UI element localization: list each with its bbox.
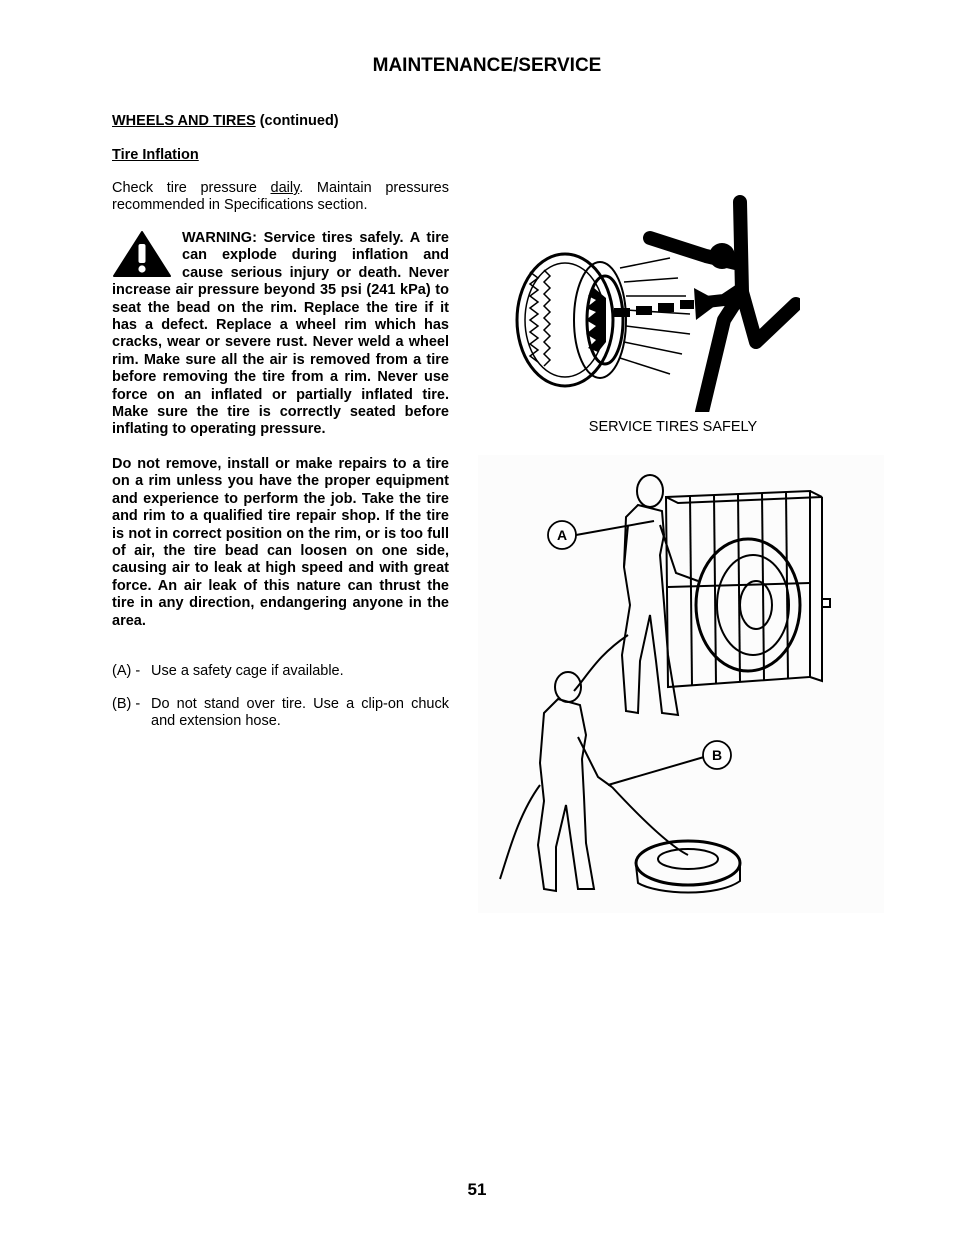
page-title: MAINTENANCE/SERVICE [372, 55, 602, 76]
intro-underlined: daily [270, 180, 300, 196]
section-heading-text: WHEELS AND TIRES [112, 113, 256, 129]
list-item-text: Do not stand over tire. Use a clip-on chuck and extension hose. [151, 696, 449, 730]
service-paragraph: Do not remove, install or make repairs to a tire on a rim unless you have the proper equipment and experience to perform the job. Take the tire and rim to a qualified tire repair shop. If the tire is not in correct position on the rim, or is too full of air, the tire bead can loosen on one side, causing air to leak at high speed and with great force. An air leak of this nature can thrust the tire in any direction, endangering anyone in the area. [112, 456, 449, 629]
list-item-label: (A) - [112, 663, 141, 679]
figure-caption: SERVICE TIRES SAFELY [588, 419, 758, 435]
callout-a-label: A [556, 527, 568, 543]
safety-cage-illustration [478, 455, 884, 913]
list-item-label: (B) - [112, 696, 141, 712]
warning-block [112, 230, 449, 439]
intro-paragraph [112, 180, 449, 215]
list-item [112, 696, 449, 731]
warning-text: WARNING: Service tires safely. A tire can explode during inflation and cause serious injury or death. Never increase air pressure beyond 35 psi (241 kPa) to seat the bead on the rim. Replace the tire if it has a defect. Replace a wheel rim which has cracks, wear or severe rust. Never weld a wheel rim. Make sure all the air is removed from a tire before removing the tire from a rim. Never use force on an inflated or partially inflated tire. Make sure the tire is correctly seated before inflating to operating pressure. [112, 230, 449, 438]
list-item-text: Use a safety cage if available. [151, 663, 344, 679]
callout-b-label: B [711, 747, 723, 763]
sub-heading: Tire Inflation [112, 147, 199, 163]
section-heading [112, 113, 339, 129]
exploding-tire-illustration [510, 192, 800, 412]
list-item [112, 663, 449, 680]
warning-triangle-icon [112, 230, 172, 278]
section-heading-suffix: (continued) [255, 113, 339, 129]
intro-suffix: . Maintain pressures recommended in Specifications section. [112, 180, 449, 214]
intro-prefix: Check tire pressure [112, 180, 271, 196]
page-number: 51 [467, 1180, 487, 1199]
